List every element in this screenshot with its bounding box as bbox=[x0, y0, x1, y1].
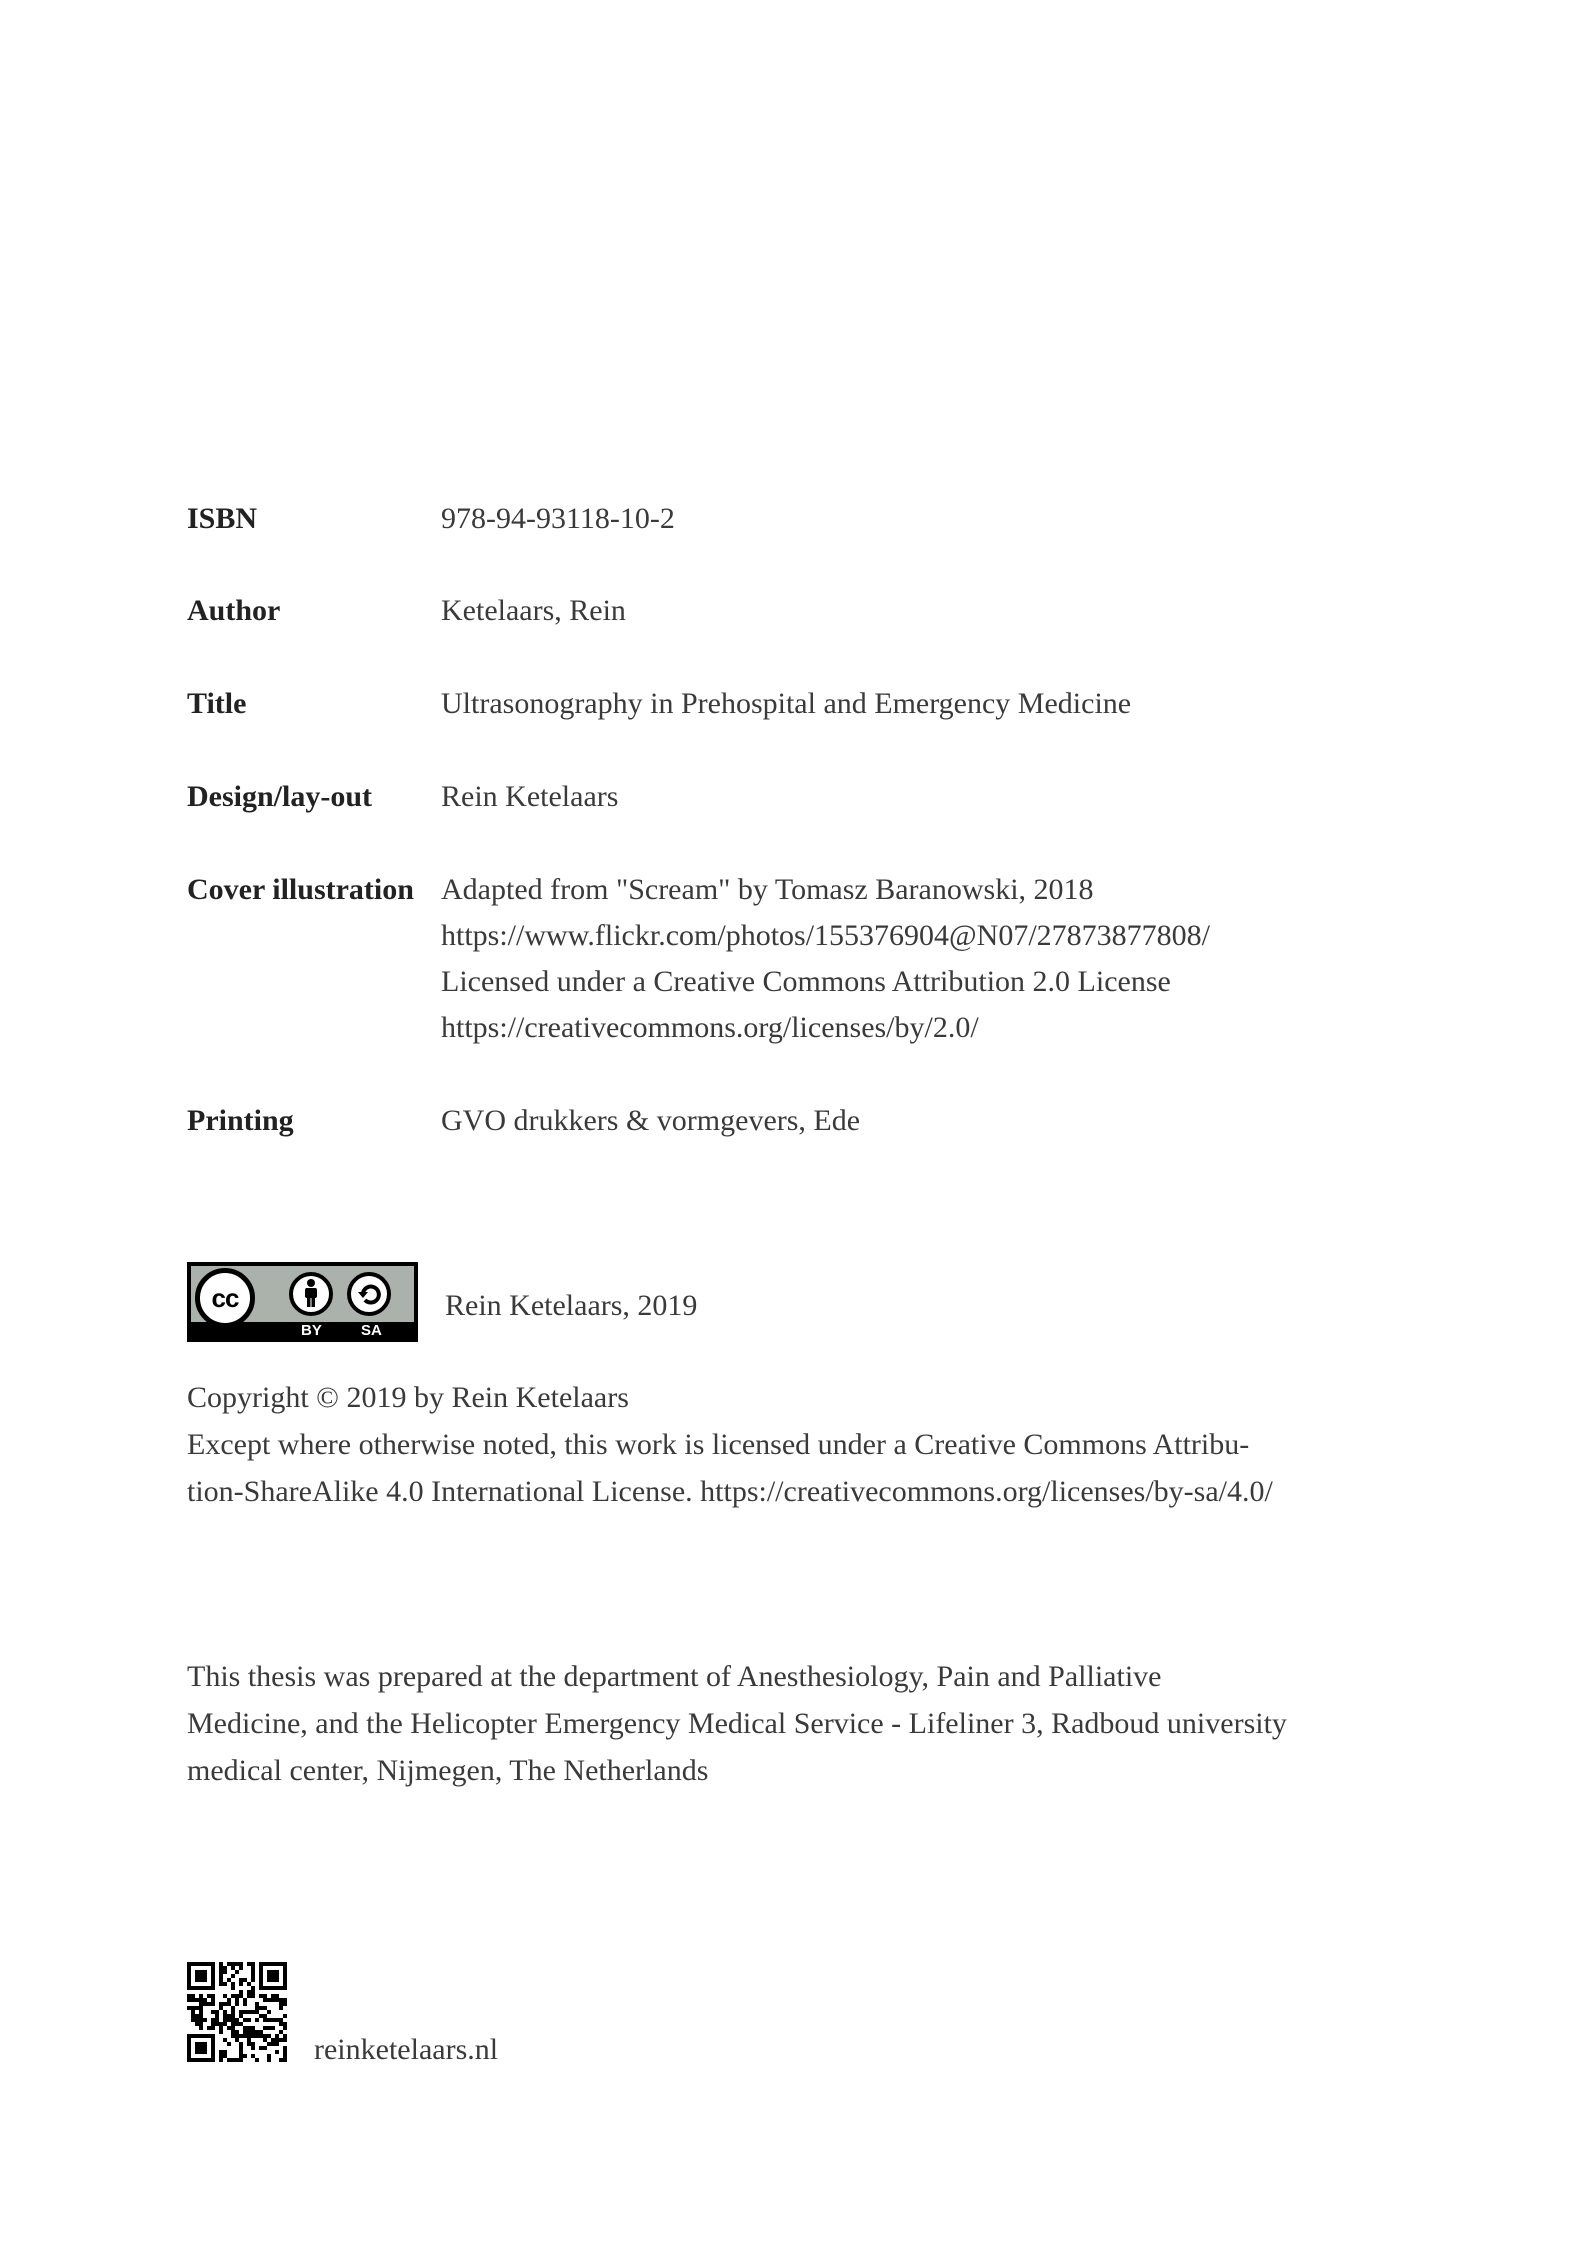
design-row bbox=[187, 774, 1407, 820]
author-row bbox=[187, 588, 1407, 634]
design-label: Design/lay-out bbox=[187, 780, 373, 813]
thesis-line-3: medical center, Nijmegen, The Netherlands bbox=[187, 1754, 709, 1787]
thesis-note bbox=[187, 1653, 1407, 1794]
isbn-value: 978-94-93118-10-2 bbox=[441, 502, 675, 535]
cover-row bbox=[187, 867, 1407, 1051]
copyright-block bbox=[187, 1374, 1407, 1515]
cc-icon: cc bbox=[195, 1268, 255, 1328]
cover-source-link[interactable]: https://www.flickr.com/photos/155376904@N07/27873877808/ bbox=[441, 919, 1210, 952]
thesis-line-2: Medicine, and the Helicopter Emergency Medical Service - Lifeliner 3, Radboud university bbox=[187, 1707, 1287, 1740]
by-label: BY bbox=[301, 1322, 322, 1339]
printing-row bbox=[187, 1098, 1407, 1144]
author-value: Ketelaars, Rein bbox=[441, 594, 626, 627]
website-link[interactable]: reinketelaars.nl bbox=[314, 2033, 499, 2066]
printing-label: Printing bbox=[187, 1104, 294, 1137]
isbn-row bbox=[187, 496, 1407, 542]
attribution-icon bbox=[289, 1272, 333, 1316]
author-label: Author bbox=[187, 594, 281, 627]
cc-by-sa-badge[interactable] bbox=[187, 1262, 418, 1342]
license-line-2[interactable]: tion-ShareAlike 4.0 International License. https://creativecommons.org/licenses/by-sa/4.0/ bbox=[187, 1475, 1273, 1508]
sa-label: SA bbox=[361, 1322, 382, 1339]
cover-label: Cover illustration bbox=[187, 873, 414, 906]
license-holder: Rein Ketelaars, 2019 bbox=[445, 1289, 698, 1322]
isbn-label: ISBN bbox=[187, 502, 258, 535]
title-label: Title bbox=[187, 687, 247, 720]
thesis-line-1: This thesis was prepared at the department of Anesthesiology, Pain and Palliative bbox=[187, 1660, 1162, 1693]
title-row bbox=[187, 681, 1407, 727]
share-alike-icon bbox=[347, 1272, 391, 1316]
cover-credit-line: Adapted from "Scream" by Tomasz Baranowski, 2018 bbox=[441, 873, 1094, 906]
title-value: Ultrasonography in Prehospital and Emergency Medicine bbox=[441, 687, 1132, 720]
badge-labels bbox=[285, 1322, 405, 1340]
qr-code-icon[interactable] bbox=[187, 1962, 287, 2062]
copyright-line: Copyright © 2019 by Rein Ketelaars bbox=[187, 1381, 629, 1414]
printing-value: GVO drukkers & vormgevers, Ede bbox=[441, 1104, 861, 1137]
design-value: Rein Ketelaars bbox=[441, 780, 619, 813]
cover-license-line: Licensed under a Creative Commons Attribution 2.0 License bbox=[441, 965, 1171, 998]
license-line-1: Except where otherwise noted, this work is licensed under a Creative Commons Attribu- bbox=[187, 1428, 1250, 1461]
cover-value bbox=[441, 867, 1210, 1051]
cover-license-link[interactable]: https://creativecommons.org/licenses/by/2.0/ bbox=[441, 1011, 979, 1044]
